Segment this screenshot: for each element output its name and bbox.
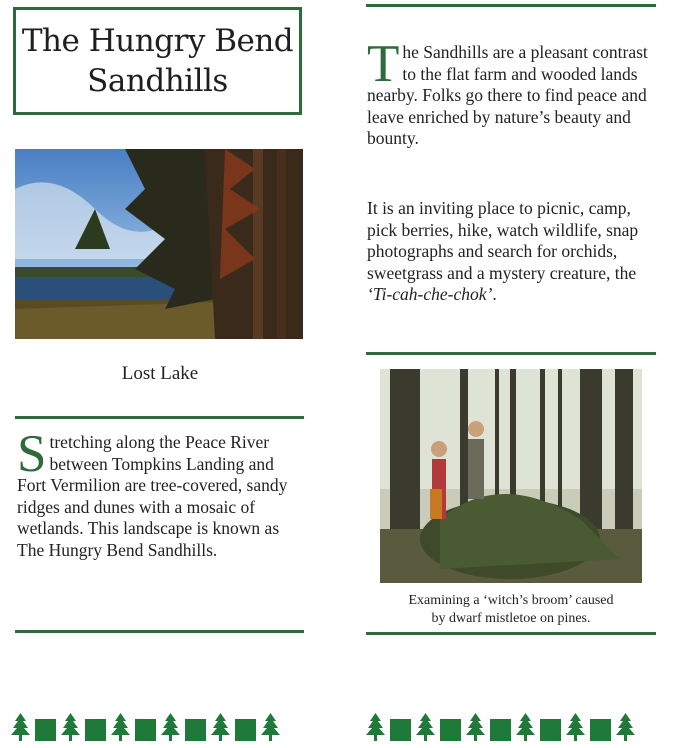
divider (366, 4, 656, 7)
green-square (590, 719, 611, 741)
witchs-broom-photo (380, 369, 642, 583)
activities-end: . (492, 284, 497, 304)
tree-icon (466, 713, 485, 741)
green-square (35, 719, 56, 741)
activities-text: It is an inviting place to picnic, camp, pick berries, hike, watch wildlife, snap photographs and search for orchids, sweetgrass and a mystery creature, the (367, 198, 639, 283)
tree-icon (416, 713, 435, 741)
lost-lake-caption: Lost Lake (121, 363, 199, 384)
tree-icon (111, 713, 130, 741)
sandhills-text: he Sandhills are a pleasant contrast to the flat farm and wooded lands nearby. Folks go there to find peace and leave enriched by nature’s beauty and bounty. (367, 42, 648, 148)
divider (15, 630, 304, 633)
activities-paragraph (367, 198, 659, 306)
intro-text: tretching along the Peace River between Tompkins Landing and Fort Vermilion are tree-covered, sandy ridges and dunes with a mosaic of wetlands. This landscape is known as The Hungry Bend Sandhills. (17, 432, 288, 560)
title-line-1: The Hungry Bend (21, 22, 294, 59)
green-square (490, 719, 511, 741)
drop-cap: S (17, 425, 47, 483)
green-square (440, 719, 461, 741)
tree-icon (261, 713, 280, 741)
divider (366, 352, 656, 355)
title-line-2: Sandhills (87, 63, 228, 99)
green-square (135, 719, 156, 741)
tree-icon (366, 713, 385, 741)
title-box (13, 7, 302, 115)
intro-paragraph (17, 425, 305, 561)
green-square (235, 719, 256, 741)
green-square (185, 719, 206, 741)
caption-line-1: Examining a ‘witch’s broom’ caused (408, 593, 614, 608)
tree-icon (566, 713, 585, 741)
lost-lake-photo (15, 149, 303, 339)
tree-border-right (366, 713, 635, 741)
tree-icon (616, 713, 635, 741)
green-square (540, 719, 561, 741)
sandhills-paragraph (367, 35, 659, 150)
tree-border-left (11, 713, 280, 741)
green-square (85, 719, 106, 741)
divider (15, 416, 304, 419)
tree-icon (211, 713, 230, 741)
tree-icon (516, 713, 535, 741)
caption-line-2: by dwarf mistletoe on pines. (431, 611, 591, 626)
divider (366, 632, 656, 635)
tree-icon (161, 713, 180, 741)
tree-icon (61, 713, 80, 741)
tree-icon (11, 713, 30, 741)
page-title (22, 21, 293, 102)
creature-name: ‘Ti-cah-che-chok’ (367, 284, 493, 304)
drop-cap: T (367, 35, 400, 93)
witchs-broom-caption (380, 592, 642, 628)
green-square (390, 719, 411, 741)
